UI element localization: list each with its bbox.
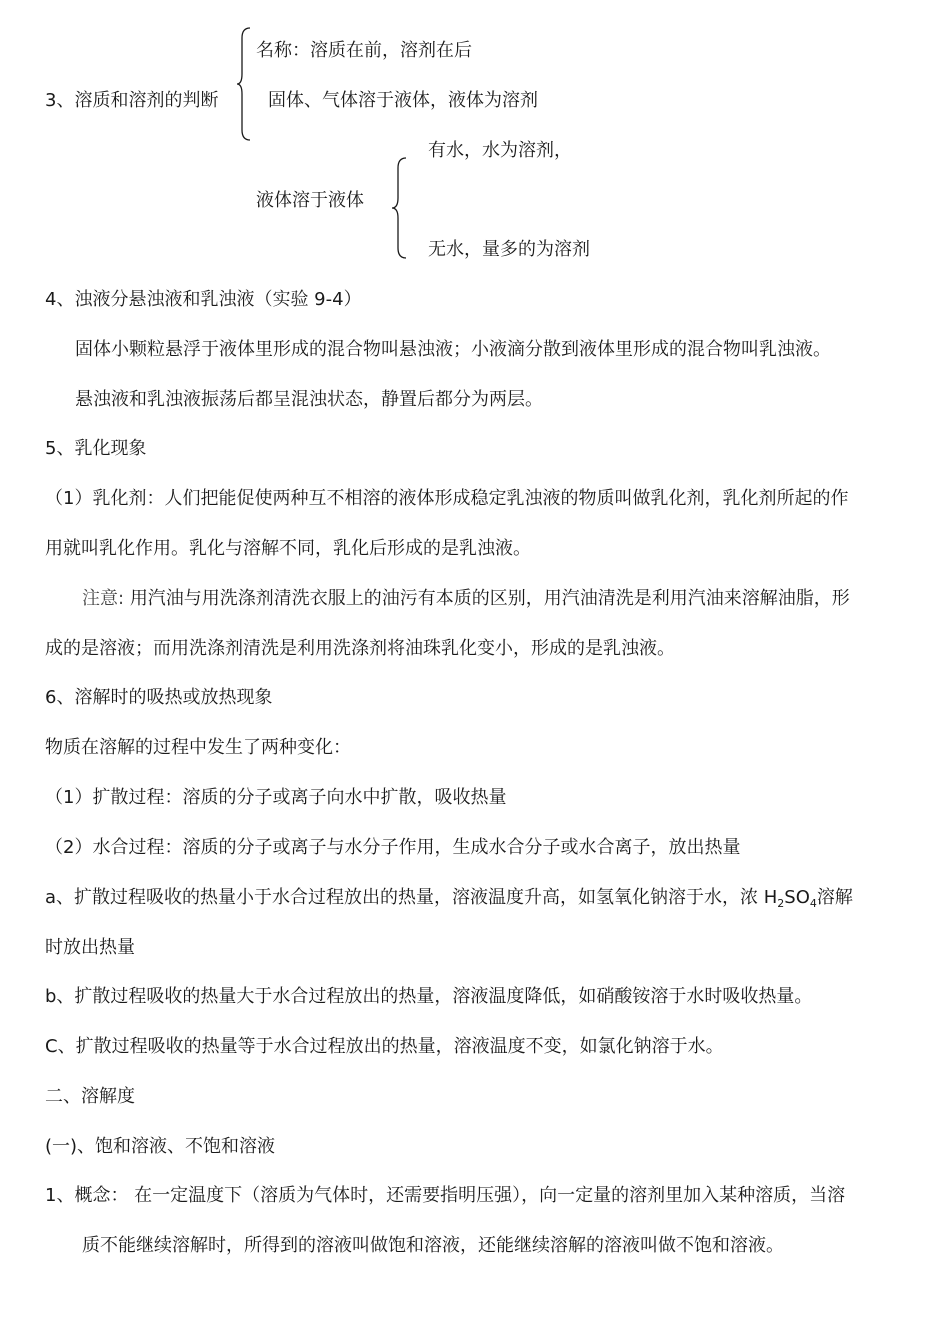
section4-definition: 固体小颗粒悬浮于液体里形成的混合物叫悬浊液；小液滴分散到液体里形成的混合物叫乳浊液。 — [75, 339, 831, 360]
emulsifier-line1: （1）乳化剂：人们把能促使两种互不相溶的液体形成稳定乳浊液的物质叫做乳化剂，乳化剂所起的作 — [45, 488, 849, 509]
rule-solid-gas: 固体、气体溶于液体，液体为溶剂 — [268, 90, 538, 111]
with-water: 有水，水为溶剂， — [428, 140, 572, 161]
case-a-line1 — [45, 886, 853, 910]
note-line1 — [82, 587, 850, 611]
case-a-suffix: 溶解 — [816, 887, 853, 908]
left-brace-icon — [236, 26, 252, 142]
case-c: C、扩散过程吸收的热量等于水合过程放出的热量，溶液温度不变，如氯化钠溶于水。 — [45, 1036, 724, 1057]
part2-subheading: (一)、饱和溶液、不饱和溶液 — [45, 1136, 276, 1157]
note-text: 用汽油与用洗涤剂清洗衣服上的油污有本质的区别，用汽油清洗是利用汽油来溶解油脂，形 — [129, 588, 850, 609]
left-brace-icon — [390, 156, 408, 260]
note-line2: 成的是溶液；而用洗涤剂清洗是利用洗涤剂将油珠乳化变小，形成的是乳浊液。 — [45, 638, 675, 659]
h2so4-subscript-2: 2 — [777, 897, 785, 910]
section6-intro: 物质在溶解的过程中发生了两种变化： — [45, 737, 351, 758]
case-a-prefix: a、扩散过程吸收的热量小于水合过程放出的热量，溶液温度升高，如氢氧化钠溶于水，浓 H — [45, 887, 778, 908]
concept-line2: 质不能继续溶解时，所得到的溶液叫做饱和溶液，还能继续溶解的溶液叫做不饱和溶液。 — [82, 1235, 784, 1256]
section5-heading: 5、乳化现象 — [45, 438, 147, 459]
liquid-in-liquid: 液体溶于液体 — [256, 190, 364, 211]
section4-property: 悬浊液和乳浊液振荡后都呈混浊状态，静置后都分为两层。 — [75, 389, 543, 410]
h2so4-subscript-4: 4 — [809, 897, 817, 910]
emulsifier-line2: 用就叫乳化作用。乳化与溶解不同，乳化后形成的是乳浊液。 — [45, 538, 531, 559]
concept-line1: 1、概念： 在一定温度下（溶质为气体时，还需要指明压强），向一定量的溶剂里加入某种溶质，当溶 — [45, 1185, 846, 1206]
rule-naming: 名称：溶质在前，溶剂在后 — [256, 40, 472, 61]
note-label: 注意: — [82, 588, 125, 609]
section4-heading: 4、浊液分悬浊液和乳浊液（实验 9-4） — [45, 289, 362, 310]
part2-heading: 二、溶解度 — [45, 1086, 135, 1107]
section3-heading: 3、溶质和溶剂的判断 — [45, 90, 219, 111]
diffusion-process: （1）扩散过程：溶质的分子或离子向水中扩散，吸收热量 — [45, 787, 507, 808]
hydration-process: （2）水合过程：溶质的分子或离子与水分子作用，生成水合分子或水合离子，放出热量 — [45, 837, 741, 858]
case-a-line2: 时放出热量 — [45, 937, 135, 958]
section6-heading: 6、溶解时的吸热或放热现象 — [45, 687, 273, 708]
case-b: b、扩散过程吸收的热量大于水合过程放出的热量，溶液温度降低，如硝酸铵溶于水时吸收热量。 — [45, 986, 813, 1007]
without-water: 无水，量多的为溶剂 — [428, 239, 590, 260]
case-a-so: SO — [784, 887, 810, 908]
